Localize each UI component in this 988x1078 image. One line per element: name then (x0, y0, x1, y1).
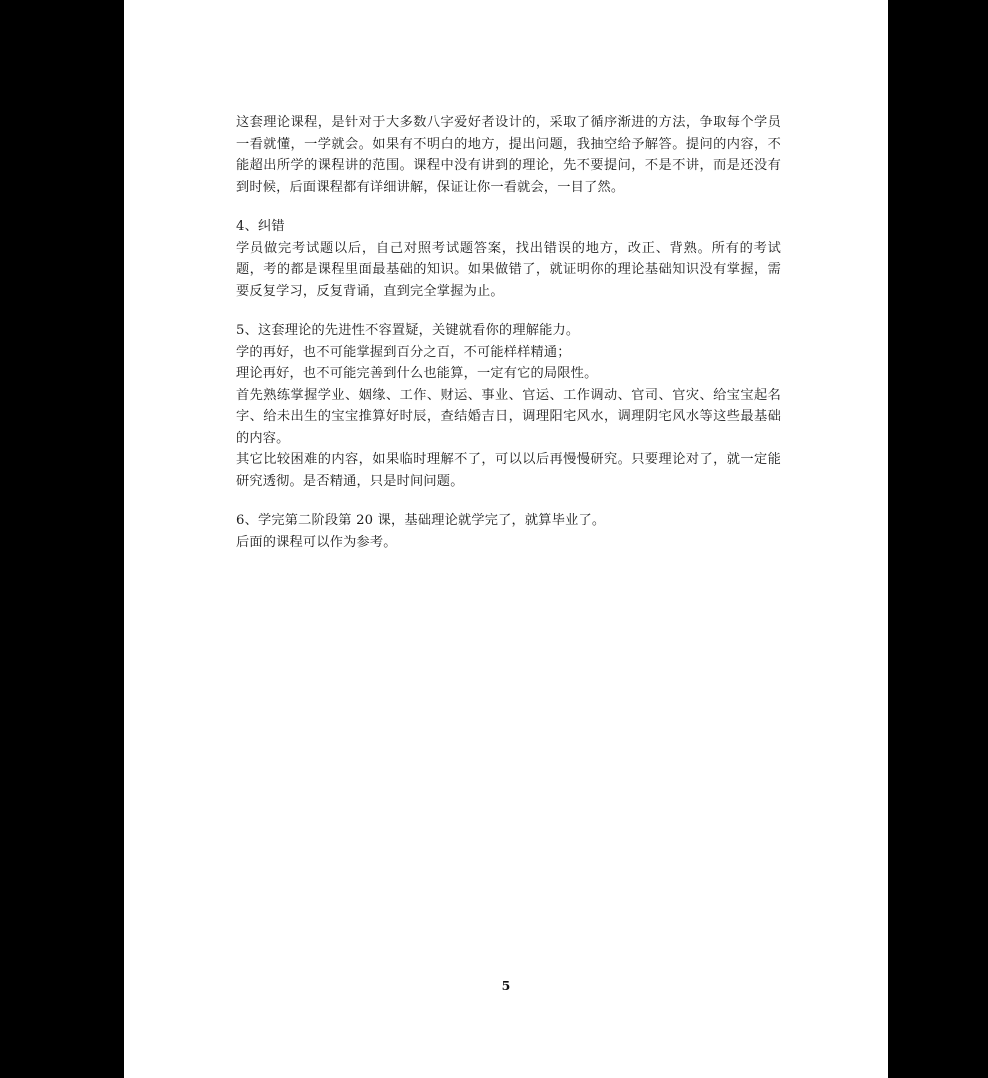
paragraph-heading: 4、纠错 (236, 219, 285, 234)
paragraph-heading: 5、这套理论的先进性不容置疑，关键就看你的理解能力。 (236, 323, 580, 338)
paragraph-intro (236, 112, 781, 198)
paragraph-line: 学员做完考试题以后，自己对照考试题答案，找出错误的地方，改正、背熟。所有的考试题，考的都是课程里面最基础的知识。如果做错了，就证明你的理论基础知识没有掌握，需要反复学习，反复背诵，直到完全掌握为止。 (236, 240, 781, 299)
page-number: 5 (501, 978, 511, 993)
paragraph-line: 这套理论课程，是针对于大多数八字爱好者设计的，采取了循序渐进的方法，争取每个学员一看就懂，一学就会。如果有不明白的地方，提出问题，我抽空给予解答。提问的内容，不能超出所学的课程讲的范围。课程中没有讲到的理论，先不要提问，不是不讲，而是还没有到时候，后面课程都有详细讲解，保证让你一看就会，一目了然。 (236, 115, 781, 195)
paragraph-item-4 (236, 216, 781, 302)
page-body (236, 112, 781, 571)
paragraph-heading: 6、学完第二阶段第 20 课，基础理论就学完了，就算毕业了。 (236, 513, 606, 528)
paragraph-item-6 (236, 510, 781, 553)
paragraph-line: 学的再好，也不可能掌握到百分之百，不可能样样精通； (236, 344, 571, 360)
paragraph-line: 后面的课程可以作为参考。 (236, 534, 397, 550)
document-page (124, 0, 888, 1078)
paragraph-line: 理论再好，也不可能完善到什么也能算，一定有它的局限性。 (236, 366, 598, 381)
paragraph-line: 首先熟练掌握学业、姻缘、工作、财运、事业、官运、工作调动、官司、官灾、给宝宝起名字、给未出生的宝宝推算好时辰，查结婚吉日，调理阳宅风水，调理阴宅风水等这些最基础的内容。 (236, 387, 781, 446)
paragraph-line: 其它比较困难的内容，如果临时理解不了，可以以后再慢慢研究。只要理论对了，就一定能研究透彻。是否精通，只是时间问题。 (236, 452, 781, 489)
paragraph-item-5 (236, 320, 781, 492)
